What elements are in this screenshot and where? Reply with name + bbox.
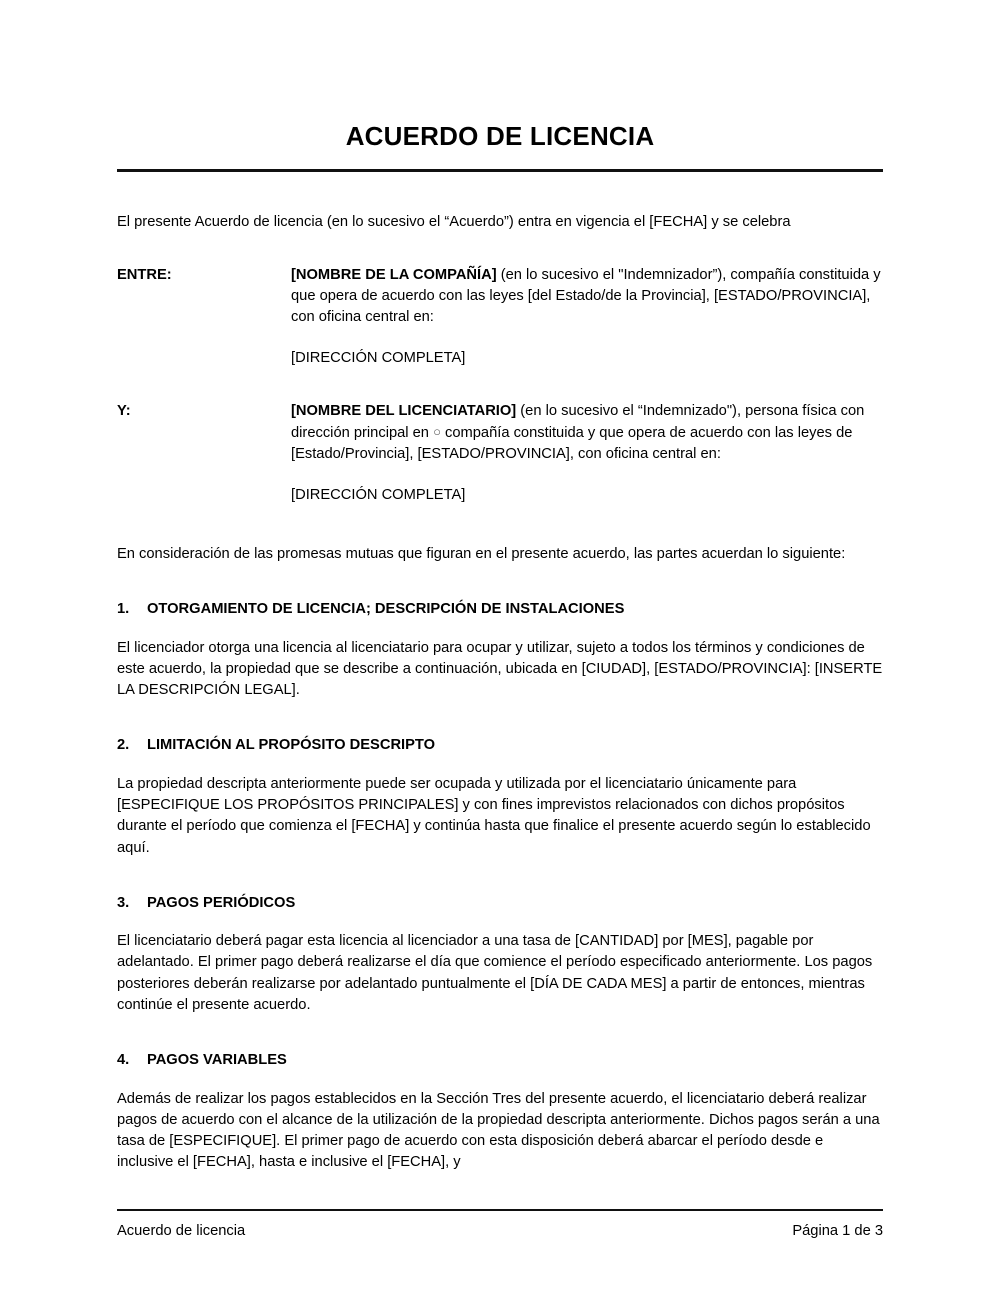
party-block-entre bbox=[117, 265, 883, 370]
section-4-body: Además de realizar los pagos establecidos en la Sección Tres del presente acuerdo, el licenciatario deberá realizar pagos de acuerdo con el alcance de la utilización de la propiedad descripta anteriormente. Dichos pagos serán a una tasa de [ESPECIFIQUE]. El primer pago de acuerdo con esta disposición deberá abarcar el período desde e inclusive el [FECHA], hasta e inclusive el [FECHA], y bbox=[117, 1090, 880, 1171]
section-1-title: OTORGAMIENTO DE LICENCIA; DESCRIPCIÓN DE INSTALACIONES bbox=[147, 601, 625, 618]
section-1-body: El licenciador otorga una licencia al licenciatario para ocupar y utilizar, sujeto a todos los términos y condiciones de este acuerdo, la propiedad que se describe a continuación, ubicada en [CIUDAD], [ESTADO/PROVINCIA]: [INSERTE LA DESCRIPCIÓN LEGAL]. bbox=[117, 639, 883, 699]
section-3-title: PAGOS PERIÓDICOS bbox=[147, 894, 296, 911]
party-body-entre bbox=[291, 265, 883, 370]
section-1 bbox=[117, 599, 883, 701]
section-2-number: 2. bbox=[117, 737, 130, 754]
section-3 bbox=[117, 893, 883, 1016]
footer-divider bbox=[117, 1209, 883, 1211]
party-body-y bbox=[291, 401, 883, 506]
party-address-y: [DIRECCIÓN COMPLETA] bbox=[291, 486, 466, 503]
party-label-entre: ENTRE: bbox=[117, 266, 172, 283]
party-text-y-after: compañía constituida y que opera de acuerdo con las leyes de [Estado/Provincia], [ESTADO/PROVINCIA], con oficina central en: bbox=[291, 424, 853, 462]
footer-document-name: Acuerdo de licencia bbox=[117, 1223, 246, 1239]
party-text-entre: (en lo sucesivo el "Indemnizador”), compañía constituida y que opera de acuerdo con las leyes [del Estado/de la Provincia], [ESTADO/PROVINCIA], con oficina central en: bbox=[291, 266, 881, 326]
section-2-title: LIMITACIÓN AL PROPÓSITO DESCRIPTO bbox=[147, 737, 436, 754]
document-content bbox=[117, 0, 883, 1188]
page-title: ACUERDO DE LICENCIA bbox=[345, 121, 655, 151]
party-address-entre: [DIRECCIÓN COMPLETA] bbox=[291, 350, 466, 367]
consideration-paragraph: En consideración de las promesas mutuas que figuran en el presente acuerdo, las partes acuerdan lo siguiente: bbox=[117, 546, 846, 563]
section-4 bbox=[117, 1050, 883, 1173]
section-3-body: El licenciatario deberá pagar esta licencia al licenciador a una tasa de [CANTIDAD] por [MES], pagable por adelantado. El primer pago deberá realizarse el día que comience el período especificado anteriormente. Los pagos posteriores deberán realizarse por adelantado puntualmente el [DÍA DE CADA MES] a partir de entonces, mientras continúe el presente acuerdo. bbox=[117, 933, 873, 1013]
section-4-heading bbox=[117, 1050, 883, 1071]
hollow-circle-icon: ○ bbox=[433, 423, 441, 439]
party-label-y: Y: bbox=[117, 403, 131, 420]
section-1-heading bbox=[117, 599, 883, 620]
page-footer bbox=[117, 1209, 883, 1241]
section-3-number: 3. bbox=[117, 894, 130, 911]
section-1-number: 1. bbox=[117, 601, 130, 618]
footer-row bbox=[117, 1222, 883, 1241]
section-4-number: 4. bbox=[117, 1051, 130, 1068]
party-name-entre: [NOMBRE DE LA COMPAÑÍA] bbox=[291, 266, 497, 283]
section-4-title: PAGOS VARIABLES bbox=[147, 1051, 287, 1068]
section-2-heading bbox=[117, 735, 883, 756]
party-text-y-before: (en lo sucesivo el “Indemnizado"), persona física con dirección principal en bbox=[291, 403, 865, 441]
footer-page-number: Página 1 de 3 bbox=[792, 1223, 883, 1239]
title-divider bbox=[117, 169, 883, 172]
intro-paragraph: El presente Acuerdo de licencia (en lo sucesivo el “Acuerdo”) entra en vigencia el [FECHA] y se celebra bbox=[117, 213, 791, 230]
section-3-heading bbox=[117, 893, 883, 914]
section-2-body: La propiedad descripta anteriormente puede ser ocupada y utilizada por el licenciatario únicamente para [ESPECIFIQUE LOS PROPÓSITOS PRINCIPALES] y con fines imprevistos relacionados con dichos propósitos durante el período que comienza el [FECHA] y continúa hasta que finalice el presente acuerdo según lo establecido aquí. bbox=[117, 775, 871, 856]
section-2 bbox=[117, 735, 883, 858]
party-name-y: [NOMBRE DEL LICENCIATARIO] bbox=[291, 403, 517, 420]
party-block-y bbox=[117, 401, 883, 506]
